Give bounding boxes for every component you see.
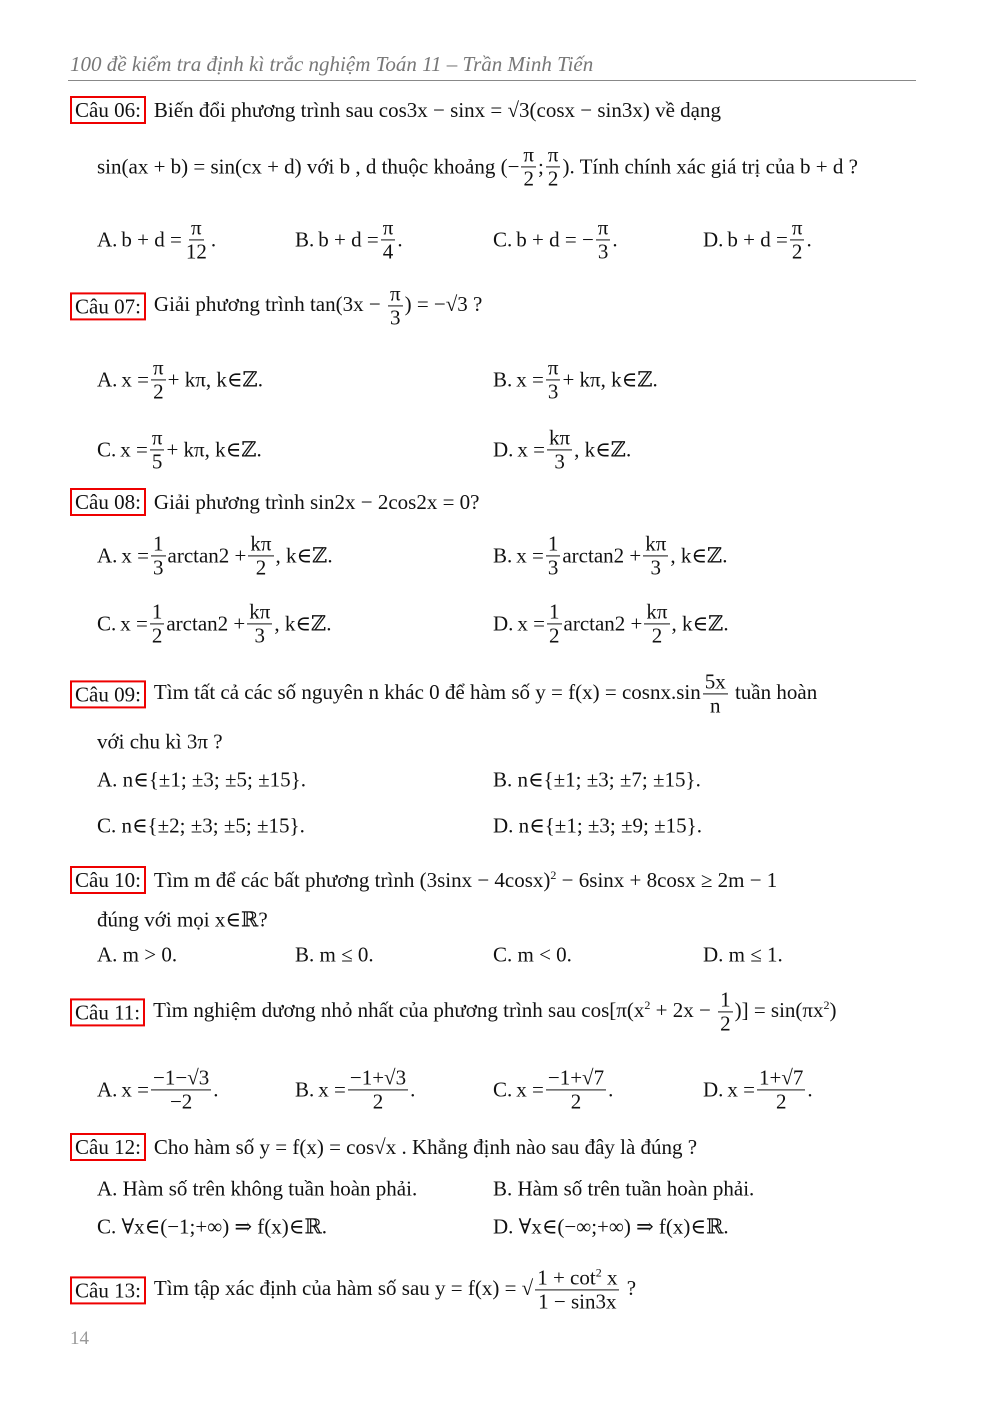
question-text: Cho hàm số y = f(x) = cos√x . Khẳng định nào sau đây là đúng ? bbox=[153, 1134, 698, 1159]
option-b[interactable]: B. Hàm số trên tuần hoàn phải. bbox=[493, 1176, 755, 1201]
option-d[interactable]: D. ∀x∈(−∞;+∞) ⇒ f(x)∈ℝ. bbox=[493, 1214, 729, 1239]
option-d[interactable]: D. x = $\frac{1}{2}$ arctan2 + $\frac{k\pi}{2}$ , k∈ℤ. bbox=[493, 599, 729, 648]
option-d[interactable]: D. n∈{±1; ±3; ±9; ±15}. bbox=[493, 813, 702, 838]
question-text: Tìm m để các bất phương trình $(3\sin x - 4\cos x)^2 - 6\sin x + 8\cos x \ge 2m - 1$ bbox=[153, 867, 778, 892]
option-d[interactable]: D. m ≤ 1. bbox=[703, 942, 783, 967]
question-text: Biến đổi phương trình sau cos3x − sinx = √3(cosx − sin3x) về dạng bbox=[153, 97, 721, 122]
option-a[interactable]: A. x = $\frac{1}{3}$ arctan2 + $\frac{k\pi}{2}$ , k∈ℤ. bbox=[97, 531, 333, 580]
option-b[interactable]: B. x = $\frac{\pi}{3}$ + kπ, k∈ℤ. bbox=[493, 355, 658, 404]
option-b[interactable]: B. m ≤ 0. bbox=[295, 942, 374, 967]
question-07 bbox=[70, 282, 482, 329]
question-text: Tìm tập xác định của hàm số sau y = f(x) = √ $\frac{1 + \cot^2 x}{1 - \sin 3x}$ ? bbox=[153, 1265, 637, 1314]
question-11 bbox=[70, 988, 837, 1035]
question-text: Tìm nghiệm dương nhỏ nhất của phương trình sau $\cos[\pi(x^2 + 2x$ − $\frac{1}{2}$ )] = $\sin(\pi x^2)$ bbox=[153, 987, 837, 1036]
option-b[interactable]: B. n∈{±1; ±3; ±7; ±15}. bbox=[493, 767, 701, 792]
option-c[interactable]: C. m < 0. bbox=[493, 942, 572, 967]
option-d[interactable]: D. b + d = $\frac{\pi}{2}$ . bbox=[703, 215, 812, 264]
option-b[interactable]: B. b + d = $\frac{\pi}{4}$ . bbox=[295, 215, 403, 264]
question-10 bbox=[70, 866, 777, 894]
question-label: Câu 10: bbox=[70, 866, 146, 894]
question-text-line2: sin(ax + b) = sin(cx + d) với b , d thuộc khoảng (− $\frac{\pi}{2}$ ; $\frac{\pi}{2}$ ). Tính chính xác giá trị của b + d ? bbox=[97, 142, 858, 191]
question-label: Câu 09: bbox=[70, 680, 146, 708]
option-d[interactable]: D. x = $\frac{k\pi}{3}$ , k∈ℤ. bbox=[493, 425, 632, 474]
question-text-line2: đúng với mọi x∈ℝ? bbox=[97, 907, 268, 932]
option-a[interactable]: A. n∈{±1; ±3; ±5; ±15}. bbox=[97, 767, 306, 792]
question-08 bbox=[70, 488, 479, 516]
question-text: Giải phương trình sin2x − 2cos2x = 0? bbox=[153, 489, 480, 514]
option-c[interactable]: C. ∀x∈(−1;+∞) ⇒ f(x)∈ℝ. bbox=[97, 1214, 328, 1239]
question-label: Câu 13: bbox=[70, 1276, 146, 1304]
option-c[interactable]: C. x = $\frac{\pi}{5}$ + kπ, k∈ℤ. bbox=[97, 425, 262, 474]
question-label: Câu 06: bbox=[70, 96, 146, 124]
header-divider bbox=[68, 80, 916, 81]
question-label: Câu 11: bbox=[70, 998, 145, 1026]
question-12 bbox=[70, 1133, 697, 1161]
option-a[interactable]: A. b + d = $\frac{\pi}{12}$ . bbox=[97, 215, 217, 264]
option-a[interactable]: A. x = $\frac{\pi}{2}$ + kπ, k∈ℤ. bbox=[97, 355, 263, 404]
question-06 bbox=[70, 96, 721, 124]
question-13 bbox=[70, 1266, 636, 1313]
question-text: Tìm tất cả các số nguyên n khác 0 để hàm số y = f(x) = cosnx.sin $\frac{5x}{n}$ tuần hoàn bbox=[153, 669, 818, 718]
question-label: Câu 12: bbox=[70, 1133, 146, 1161]
page-number: 14 bbox=[70, 1328, 89, 1349]
option-c[interactable]: C. n∈{±2; ±3; ±5; ±15}. bbox=[97, 813, 305, 838]
option-a[interactable]: A. x = $\frac{-1-√3}{-2}$ . bbox=[97, 1065, 219, 1114]
question-text: Giải phương trình tan(3x − $\frac{\pi}{3}$ ) = −√3 ? bbox=[153, 281, 483, 330]
running-header: 100 đề kiểm tra định kì trắc nghiệm Toán 11 – Trần Minh Tiến bbox=[70, 52, 594, 76]
option-c[interactable]: C. x = $\frac{1}{2}$ arctan2 + $\frac{k\pi}{3}$ , k∈ℤ. bbox=[97, 599, 332, 648]
option-d[interactable]: D. x = $\frac{1+√7}{2}$ . bbox=[703, 1065, 813, 1114]
option-a[interactable]: A. m > 0. bbox=[97, 942, 178, 967]
option-c[interactable]: C. b + d = − $\frac{\pi}{3}$ . bbox=[493, 215, 618, 264]
option-b[interactable]: B. x = $\frac{-1+√3}{2}$ . bbox=[295, 1065, 416, 1114]
option-b[interactable]: B. x = $\frac{1}{3}$ arctan2 + $\frac{k\pi}{3}$ , k∈ℤ. bbox=[493, 531, 728, 580]
question-text-line2: với chu kì 3π ? bbox=[97, 729, 223, 754]
question-09 bbox=[70, 670, 817, 717]
question-label: Câu 07: bbox=[70, 292, 146, 320]
option-c[interactable]: C. x = $\frac{-1+√7}{2}$ . bbox=[493, 1065, 614, 1114]
question-label: Câu 08: bbox=[70, 488, 146, 516]
option-a[interactable]: A. Hàm số trên không tuần hoàn phải. bbox=[97, 1176, 418, 1201]
